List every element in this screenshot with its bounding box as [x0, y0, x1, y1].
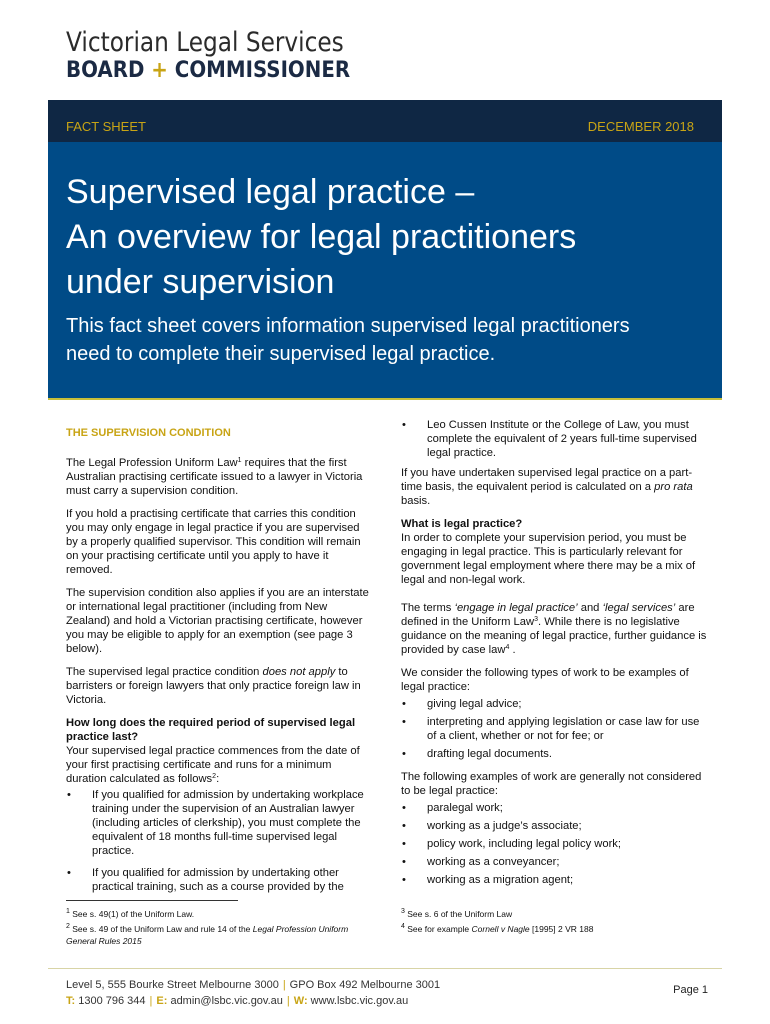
footer-address-line: Level 5, 555 Bourke Street Melbourne 3000 | GPO Box 492 Melbourne 3001 [66, 979, 441, 991]
postal-address: GPO Box 492 Melbourne 3001 [289, 979, 441, 991]
bullet-list [66, 788, 372, 894]
publication-date: DECEMBER 2018 [587, 119, 694, 134]
email-link[interactable]: admin@lsbc.vic.gov.au [167, 995, 283, 1007]
logo-subtitle [66, 58, 357, 84]
left-column [66, 420, 372, 903]
footnote-divider [66, 900, 238, 901]
title-line-1: Supervised legal practice – [66, 173, 475, 211]
footnote-3: $^3$ See s. 6 of the Uniform Law [401, 908, 513, 919]
list-item: • interpreting and applying legislation or case law for use of a client, whether or not for fee; or [401, 715, 707, 743]
paragraph: The terms ‘engage in legal practice’ and ‘legal services’ are defined in the Uniform Law$^3$. While there is no legislative guidance on the meaning of legal practice, further guidance is provided by case law$^4$ . [401, 602, 707, 656]
list-item: • drafting legal documents. [401, 747, 707, 761]
street-address: Level 5, 555 Bourke Street Melbourne 3000 [66, 979, 279, 991]
footnote-1: $^1$ See s. 49(1) of the Uniform Law. [66, 908, 195, 919]
header-bar [48, 100, 722, 142]
question-heading: How long does the required period of supervised legal practice last? [66, 717, 356, 743]
fact-sheet-label: FACT SHEET [66, 119, 146, 134]
website-link[interactable]: www.lsbc.vic.gov.au [307, 995, 409, 1007]
document-title [66, 170, 706, 305]
paragraph: We consider the following types of work to be examples of legal practice: [401, 667, 689, 693]
title-line-2: An overview for legal practitioners [66, 218, 577, 256]
footnote-ref[interactable]: 3 [534, 616, 538, 623]
list-item: • If you qualified for admission by undertaking workplace training under the supervision of an Australian lawyer (including articles of clerkship), you must complete the equivalent of 18 months full-time supervised legal practice. [66, 788, 372, 858]
footnote-ref[interactable]: 1 [237, 457, 242, 464]
bullet-list [401, 801, 707, 887]
organisation-logo [66, 28, 389, 84]
title-line-3: under supervision [66, 263, 335, 301]
logo-board: BOARD [66, 58, 145, 83]
paragraph: The supervised legal practice condition does not apply to barristers or foreign lawyers that only practice foreign law in Victoria. [66, 666, 361, 706]
list-item: • paralegal work; [401, 801, 707, 815]
list-item: • working as a conveyancer; [401, 855, 707, 869]
logo-commissioner: COMMISSIONER [174, 58, 351, 83]
logo-name: Victorian Legal Services [66, 27, 344, 58]
list-item: • policy work, including legal policy work; [401, 837, 707, 851]
footnote-4: $^4$ See for example Cornell v Nagle [1995] 2 VR 188 [401, 923, 594, 934]
footnote-ref[interactable]: 4 [505, 644, 510, 651]
section-heading: THE SUPERVISION CONDITION [66, 427, 231, 439]
bullet-list-continued [401, 418, 707, 460]
paragraph: If you have undertaken supervised legal practice on a part-time basis, the equivalent period is calculated on a pro rata basis. [401, 467, 693, 507]
right-column [401, 418, 707, 896]
footer-contact [66, 977, 440, 1009]
paragraph: The Legal Profession Uniform Law$^1$ requires that the first Australian practising certificate issued to a lawyer in Victoria must carry a supervision condition. [66, 457, 363, 497]
paragraph: If you hold a practising certificate that carries this condition you may only engage in legal practice if you are supervised by a properly qualified supervisor. This condition will remain on your practising certificate until you apply to have it removed. [66, 508, 361, 576]
bullet-list [401, 697, 707, 761]
paragraph: The supervision condition also applies if you are an interstate or international legal practitioner (including from New Zealand) and hold a Victorian practising certificate, however you may be eligible to apply for an exemption (see page 3 below). [66, 587, 369, 655]
logo-plus-icon: + [151, 58, 168, 83]
title-banner [48, 142, 722, 400]
paragraph: The following examples of work are generally not considered to be legal practice: [401, 771, 702, 797]
paragraph: In order to complete your supervision period, you must be engaging in legal practice. This is particularly relevant for government legal employment where there may be a mix of legal and non-legal work. [401, 532, 696, 586]
footer-divider [48, 968, 722, 969]
list-item: • working as a migration agent; [401, 873, 707, 887]
list-item-continued: • Leo Cussen Institute or the College of Law, you must complete the equivalent of 2 years full-time supervised legal practice. [401, 418, 707, 460]
page-number: Page 1 [673, 984, 708, 996]
footer-contact-line: T: 1300 796 344 | E: admin@lsbc.vic.gov.au | W: www.lsbc.vic.gov.au [66, 995, 409, 1007]
list-item: • giving legal advice; [401, 697, 707, 711]
phone-number[interactable]: 1300 796 344 [75, 995, 146, 1007]
footnote-2: $^2$ See s. 49 of the Uniform Law and rule 14 of the Legal Profession Uniform General Rules 2015 [66, 923, 349, 946]
list-item: • working as a judge’s associate; [401, 819, 707, 833]
list-item: • If you qualified for admission by undertaking other practical training, such as a course provided by the [66, 866, 372, 894]
paragraph: Your supervised legal practice commences from the date of your first practising certificate and runs for a minimum duration calculated as follows$^2$: [66, 745, 360, 785]
footnote-ref[interactable]: 2 [212, 773, 217, 780]
question-heading: What is legal practice? [401, 518, 523, 530]
document-subtitle: This fact sheet covers information supervised legal practitioners need to complete their supervised legal practice. [66, 315, 630, 365]
